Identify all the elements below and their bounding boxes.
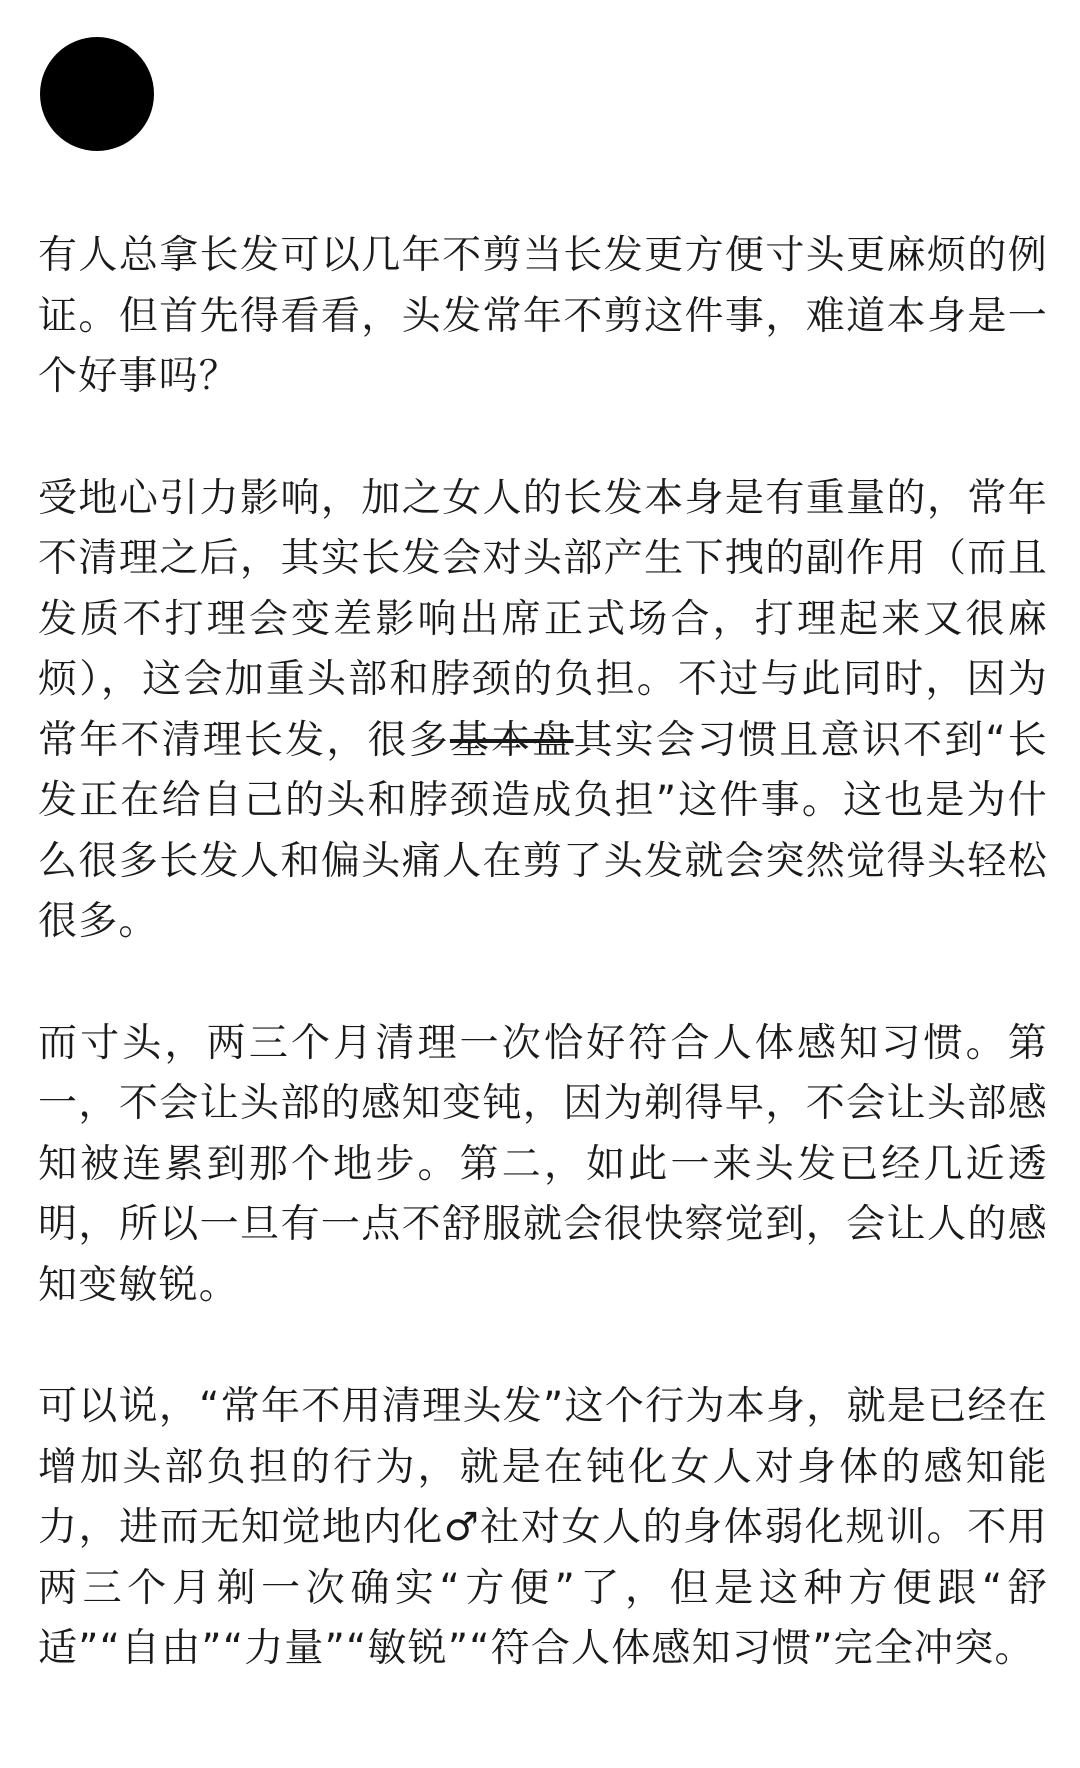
paragraph-2-text-before: 受地心引力影响，加之女人的长发本身是有重量的，常年不清理之后，其实长发会对头部产生下拽的副作用（而且发质不打理会变差影响出席正式场合，打理起来又很麻烦），这会加重头部和脖颈的负担。不过与此同时，因为常年不清理长发，很多 — [38, 475, 1048, 763]
post-body — [38, 226, 1048, 1680]
paragraph-4: 可以说，“常年不用清理头发”这个行为本身，就是已经在增加头部负担的行为，就是在钝化女人对身体的感知能力，进而无知觉地内化♂社对女人的身体弱化规训。不用两三个月剃一次确实“方便”了，但是这种方便跟“舒适”“自由”“力量”“敏锐”“符合人体感知习惯”完全冲突。 — [38, 1384, 1048, 1671]
paragraph-1: 有人总拿长发可以几年不剪当长发更方便寸头更麻烦的例证。但首先得看看，头发常年不剪这件事，难道本身是一个好事吗？ — [38, 233, 1048, 399]
paragraph-2 — [38, 469, 1048, 953]
paragraph-2-text-after: 其实会习惯且意识不到“长发正在给自己的头和脖颈造成负担”这件事。这也是为什么很多长发人和偏头痛人在剪了头发就会突然觉得头轻松很多。 — [38, 717, 1048, 944]
paragraph-3: 而寸头，两三个月清理一次恰好符合人体感知习惯。第一，不会让头部的感知变钝，因为剃得早，不会让头部感知被连累到那个地步。第二，如此一来头发已经几近透明，所以一旦有一点不舒服就会很快察觉到，会让人的感知变敏锐。 — [38, 1020, 1048, 1308]
struck-text: 基本盘 — [449, 717, 574, 763]
avatar[interactable] — [40, 37, 154, 151]
